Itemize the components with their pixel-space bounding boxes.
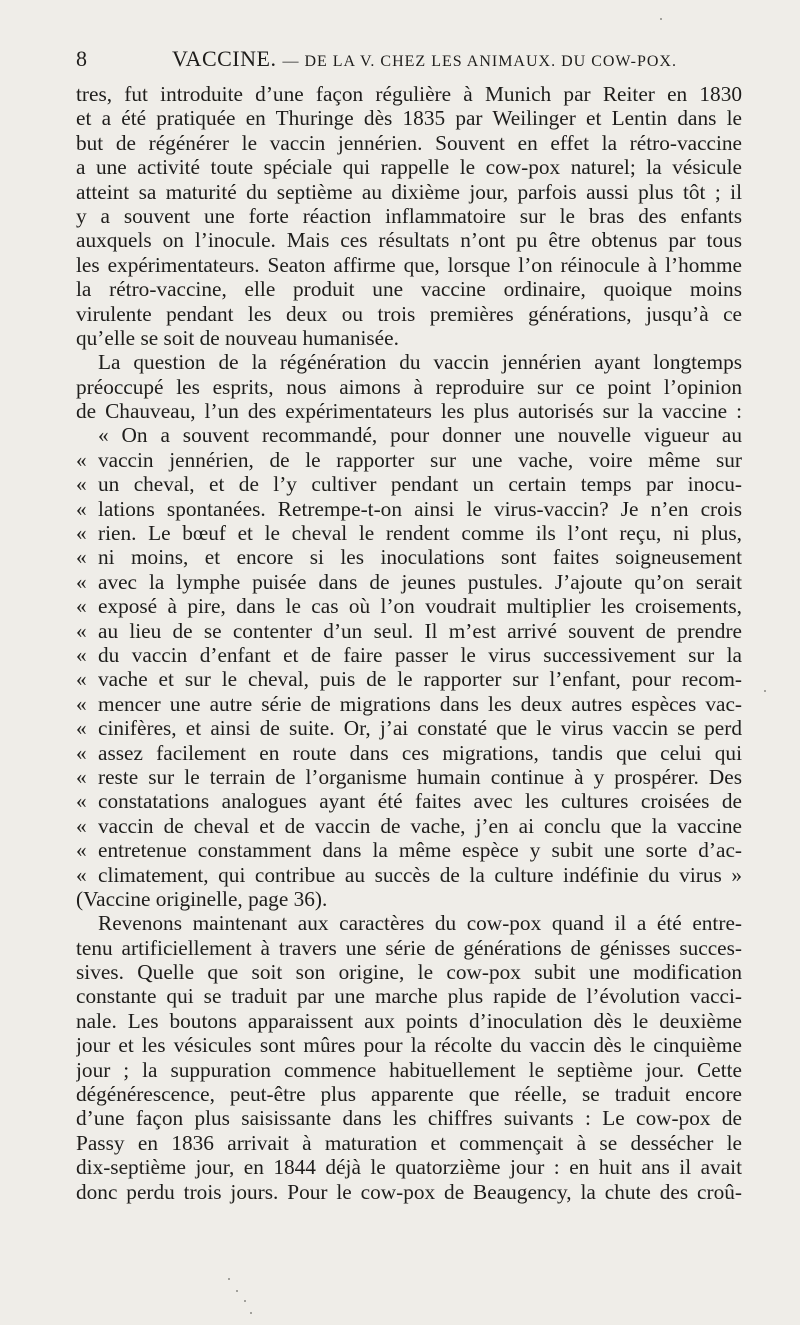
body-text bbox=[76, 82, 742, 1204]
quote-line: « ni moins, et encore si les inoculations sont faites soigneusement bbox=[76, 545, 742, 570]
quote-mark: « bbox=[76, 838, 87, 863]
text-line: La question de la régénération du vaccin jennérien ayant longtemps bbox=[98, 350, 742, 375]
quote-mark: « bbox=[76, 716, 87, 741]
text-line: but de régénérer le vaccin jennérien. Souvent en effet la rétro-vaccine bbox=[76, 130, 742, 155]
quote-mark: « bbox=[76, 862, 87, 887]
running-header bbox=[76, 44, 744, 74]
quote-line: « On a souvent recommandé, pour donner une nouvelle vigueur au bbox=[98, 423, 742, 448]
text-line: tenu artificiellement à travers une série de générations de génisses succes- bbox=[76, 935, 742, 960]
quote-line: « un cheval, et de l’y cultiver pendant un certain temps par inocu- bbox=[76, 472, 742, 497]
quote-line: « avec la lymphe puisée dans de jeunes pustules. J’ajoute qu’on serait bbox=[76, 569, 742, 594]
quote-line: « au lieu de se contenter d’un seul. Il m’est arrivé souvent de prendre bbox=[76, 618, 742, 643]
quote-mark: « bbox=[76, 496, 87, 521]
quote-mark: « bbox=[76, 594, 87, 619]
quote-line: « mencer une autre série de migrations dans les deux autres espèces vac- bbox=[76, 691, 742, 716]
text-line: préoccupé les esprits, nous aimons à reproduire sur ce point l’opinion bbox=[76, 374, 742, 399]
quote-line: « vache et sur le cheval, puis de le rapporter sur l’enfant, pour recom- bbox=[76, 667, 742, 692]
text-line: les expérimentateurs. Seaton affirme que, lorsque l’on réinocule à l’homme bbox=[76, 252, 742, 277]
text-line: la rétro-vaccine, elle produit une vaccine ordinaire, quoique moins bbox=[76, 277, 742, 302]
text-line: dix-septième jour, en 1844 déjà le quatorzième jour : en huit ans il avait bbox=[76, 1155, 742, 1180]
quote-line: « entretenue constamment dans la même espèce y subit une sorte d’ac- bbox=[76, 838, 742, 863]
quote-line: « exposé à pire, dans le cas où l’on voudrait multiplier les croisements, bbox=[76, 594, 742, 619]
quote-line: « vaccin jennérien, de le rapporter sur une vache, voire même sur bbox=[76, 447, 742, 472]
text-line: Revenons maintenant aux caractères du cow-pox quand il a été entre- bbox=[98, 911, 742, 936]
text-line: Passy en 1836 arrivait à maturation et commençait à se dessécher le bbox=[76, 1130, 742, 1155]
quote-line: « reste sur le terrain de l’organisme humain continue à y prospérer. Des bbox=[76, 764, 742, 789]
text-line: de Chauveau, l’un des expérimentateurs les plus autorisés sur la vaccine : bbox=[76, 399, 742, 424]
quote-mark: « bbox=[76, 740, 87, 765]
paper-speck bbox=[660, 18, 662, 20]
text-line: atteint sa maturité du septième au dixième jour, parfois aussi plus tôt ; il bbox=[76, 179, 742, 204]
header-subtitle: — DE LA V. CHEZ LES ANIMAUX. DU COW-POX. bbox=[282, 53, 677, 70]
header-title bbox=[172, 44, 677, 77]
paper-speck bbox=[236, 1290, 238, 1292]
paper-speck bbox=[764, 690, 766, 692]
text-line: tres, fut introduite d’une façon régulière à Munich par Reiter en 1830 bbox=[76, 82, 742, 106]
quote-mark: « bbox=[76, 764, 87, 789]
text-line: auxquels on l’inocule. Mais ces résultats n’ont pu être obtenus par tous bbox=[76, 228, 742, 253]
header-title-main: VACCINE. bbox=[172, 46, 277, 71]
paper-speck bbox=[250, 1312, 252, 1314]
quote-line: « cinifères, et ainsi de suite. Or, j’ai constaté que le virus vaccin se perd bbox=[76, 716, 742, 741]
text-line: et a été pratiquée en Thuringe dès 1835 par Weilinger et Lentin dans le bbox=[76, 106, 742, 131]
quote-line: « assez facilement en route dans ces migrations, tandis que celui qui bbox=[76, 740, 742, 765]
quote-mark: « bbox=[76, 545, 87, 570]
quote-mark: « bbox=[76, 667, 87, 692]
quote-mark: « bbox=[76, 618, 87, 643]
text-line: qu’elle se soit de nouveau humanisée. bbox=[76, 325, 399, 350]
text-line: nale. Les boutons apparaissent aux points d’inoculation dès le deuxième bbox=[76, 1008, 742, 1033]
paper-speck bbox=[228, 1278, 230, 1280]
text-line: d’une façon plus saisissante dans les chiffres suivants : Le cow-pox de bbox=[76, 1106, 742, 1131]
quote-line: « vaccin de cheval et de vaccin de vache, j’en ai conclu que la vaccine bbox=[76, 813, 742, 838]
citation-line: (Vaccine originelle, page 36). bbox=[76, 886, 328, 911]
text-line: sives. Quelle que soit son origine, le cow-pox subit une modification bbox=[76, 960, 742, 985]
text-line: dégénérescence, peut-être plus apparente que réelle, se traduit encore bbox=[76, 1082, 742, 1107]
quote-mark: « bbox=[76, 472, 87, 497]
text-line: a une activité toute spéciale qui rappelle le cow-pox naturel; la vésicule bbox=[76, 155, 742, 180]
quote-mark: « bbox=[76, 447, 87, 472]
paper-speck bbox=[244, 1300, 246, 1302]
quote-mark: « bbox=[76, 813, 87, 838]
text-line: donc perdu trois jours. Pour le cow-pox de Beaugency, la chute des croû- bbox=[76, 1179, 742, 1204]
text-line: constante qui se traduit par une marche plus rapide de l’évolution vacci- bbox=[76, 984, 742, 1009]
quote-line: « constatations analogues ayant été faites avec les cultures croisées de bbox=[76, 789, 742, 814]
text-line: jour et les vésicules sont mûres pour la récolte du vaccin dès le cinquième bbox=[76, 1033, 742, 1058]
page-number: 8 bbox=[76, 46, 87, 71]
text-line: jour ; la suppuration commence habituellement le septième jour. Cette bbox=[76, 1057, 742, 1082]
text-line: y a souvent une forte réaction inflammatoire sur le bras des enfants bbox=[76, 203, 742, 228]
quote-mark: « bbox=[76, 789, 87, 814]
quote-line: « du vaccin d’enfant et de faire passer le virus successivement sur la bbox=[76, 642, 742, 667]
quote-mark: « bbox=[76, 521, 87, 546]
quote-line: « lations spontanées. Retrempe-t-on ainsi le virus-vaccin? Je n’en crois bbox=[76, 496, 742, 521]
text-line: virulente pendant les deux ou trois premières générations, jusqu’à ce bbox=[76, 301, 742, 326]
quote-mark: « bbox=[76, 569, 87, 594]
quote-mark: « bbox=[76, 642, 87, 667]
quote-line: « rien. Le bœuf et le cheval le rendent comme ils l’ont reçu, ni plus, bbox=[76, 521, 742, 546]
quote-mark: « bbox=[76, 691, 87, 716]
quote-line: « climatement, qui contribue au succès de la culture indéfinie du virus » bbox=[76, 862, 742, 887]
